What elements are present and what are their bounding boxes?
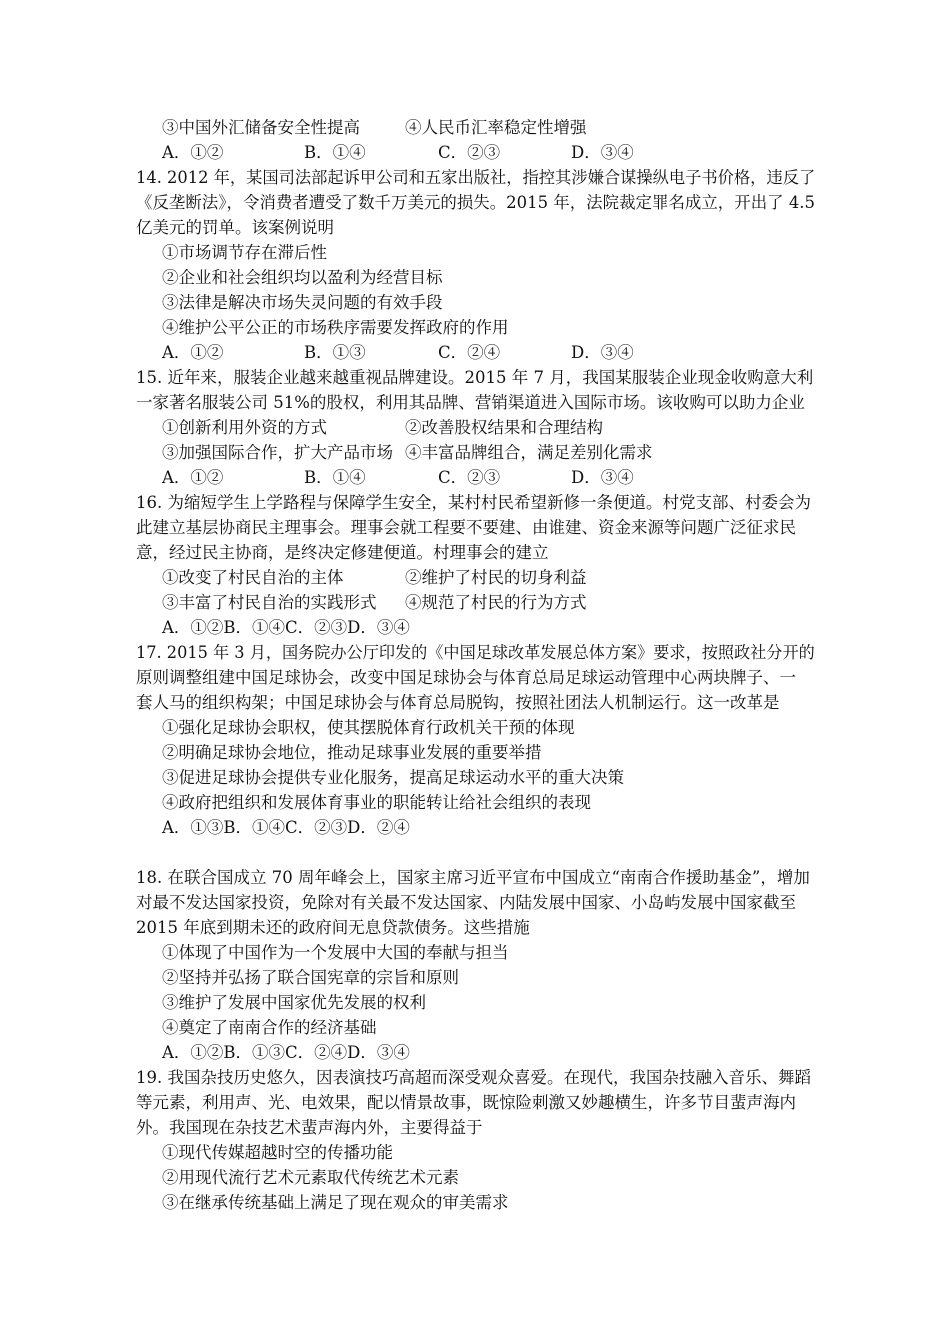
q13-stmt-3: ③中国外汇储备安全性提高 (162, 118, 360, 137)
q19-stem-line-1: 19. 我国杂技历史悠久，因表演技巧高超而深受观众喜爱。在现代，我国杂技融入音乐、舞蹈 (136, 1068, 811, 1087)
q17-stmt-4: ④政府把组织和发展体育事业的职能转让给社会组织的表现 (162, 793, 591, 812)
q13-option-d: D．③④ (571, 143, 634, 162)
q14-stmt-2: ②企业和社会组织均以盈利为经营目标 (162, 268, 443, 287)
q17-stem-line-3: 套人马的组织构架；中国足球协会与体育总局脱钩，按照社团法人机制运行。这一改革是 (136, 693, 780, 712)
q18-stem-line-2: 对最不发达国家投资，免除对有关最不发达国家、内陆发展中国家、小岛屿发展中国家截至 (136, 893, 796, 912)
q19-stem-line-3: 外。我国现在杂技艺术蜚声海内外，主要得益于 (136, 1118, 483, 1137)
q14-option-b: B．①③ (304, 343, 366, 362)
q14-stem-line-2: 《反垄断法》，令消费者遭受了数千万美元的损失。2015 年，法院裁定罪名成立，开出了 4.5 (136, 193, 816, 212)
q16-options: A．①②B．①④C．②③D．③④ (162, 618, 410, 637)
q18-stmt-2: ②坚持并弘扬了联合国宪章的宗旨和原则 (162, 968, 459, 987)
q14-stmt-4: ④维护公平公正的市场秩序需要发挥政府的作用 (162, 318, 509, 337)
q13-option-c: C．②③ (438, 143, 501, 162)
q16-stmt-4: ④规范了村民的行为方式 (405, 593, 587, 612)
q14-stmt-1: ①市场调节存在滞后性 (162, 243, 327, 262)
q17-stmt-3: ③促进足球协会提供专业化服务，提高足球运动水平的重大决策 (162, 768, 624, 787)
q17-stem-line-1: 17. 2015 年 3 月，国务院办公厅印发的《中国足球改革发展总体方案》要求，按照政社分开的 (136, 643, 815, 662)
q13-option-a: A．①② (162, 143, 224, 162)
q17-stem-line-2: 原则调整组建中国足球协会，改变中国足球协会与体育总局足球运动管理中心两块牌子、一 (136, 668, 796, 687)
q15-stmt-4: ④丰富品牌组合，满足差别化需求 (405, 443, 653, 462)
q14-option-c: C．②④ (438, 343, 501, 362)
q18-options: A．①②B．①③C．②④D．③④ (162, 1043, 410, 1062)
q13-option-b: B．①④ (304, 143, 366, 162)
q16-stmt-1: ①改变了村民自治的主体 (162, 568, 344, 587)
q14-stmt-3: ③法律是解决市场失灵问题的有效手段 (162, 293, 443, 312)
q14-stem-line-3: 亿美元的罚单。该案例说明 (136, 218, 334, 237)
q14-stem-line-1: 14. 2012 年，某国司法部起诉甲公司和五家出版社，指控其涉嫌合谋操纵电子书价格，违反了 (136, 168, 816, 187)
q13-stmt-4: ④人民币汇率稳定性增强 (405, 118, 587, 137)
q15-option-c: C．②③ (438, 468, 501, 487)
q15-option-b: B．①④ (304, 468, 366, 487)
q16-stem-line-3: 意，经过民主协商，是终决定修建便道。村理事会的建立 (136, 543, 549, 562)
q14-option-d: D．③④ (571, 343, 634, 362)
q19-stmt-3: ③在继承传统基础上满足了现在观众的审美需求 (162, 1193, 509, 1212)
q15-stmt-3: ③加强国际合作，扩大产品市场 (162, 443, 393, 462)
q15-stmt-1: ①创新利用外资的方式 (162, 418, 327, 437)
q18-stmt-3: ③维护了发展中国家优先发展的权利 (162, 993, 426, 1012)
q16-stem-line-1: 16. 为缩短学生上学路程与保障学生安全，某村村民希望新修一条便道。村党支部、村委会为 (136, 493, 811, 512)
q19-stmt-1: ①现代传媒超越时空的传播功能 (162, 1143, 393, 1162)
q15-stmt-2: ②改善股权结果和合理结构 (405, 418, 603, 437)
q19-stmt-2: ②用现代流行艺术元素取代传统艺术元素 (162, 1168, 459, 1187)
q14-option-a: A．①② (162, 343, 224, 362)
q18-stmt-4: ④奠定了南南合作的经济基础 (162, 1018, 377, 1037)
q15-option-d: D．③④ (571, 468, 634, 487)
q17-stmt-1: ①强化足球协会职权，使其摆脱体育行政机关干预的体现 (162, 718, 575, 737)
q15-stem-line-1: 15. 近年来，服装企业越来越重视品牌建设。2015 年 7 月，我国某服装企业现金收购意大利 (136, 368, 814, 387)
q18-stem-line-3: 2015 年底到期未还的政府间无息贷款债务。这些措施 (136, 918, 530, 937)
q17-stmt-2: ②明确足球协会地位，推动足球事业发展的重要举措 (162, 743, 542, 762)
q19-stem-line-2: 等元素，利用声、光、电效果，配以情景故事，既惊险刺激又妙趣横生，许多节目蜚声海内 (136, 1093, 796, 1112)
q16-stmt-3: ③丰富了村民自治的实践形式 (162, 593, 377, 612)
q15-stem-line-2: 一家著名服装公司 51%的股权，利用其品牌、营销渠道进入国际市场。该收购可以助力企业 (136, 393, 805, 412)
q17-options: A．①③B．①④C．②③D．②④ (162, 818, 410, 837)
q15-option-a: A．①② (162, 468, 224, 487)
q16-stmt-2: ②维护了村民的切身利益 (405, 568, 587, 587)
q18-stmt-1: ①体现了中国作为一个发展中大国的奉献与担当 (162, 943, 509, 962)
q18-stem-line-1: 18. 在联合国成立 70 周年峰会上，国家主席习近平宣布中国成立“南南合作援助基金”，增加 (136, 868, 810, 887)
q16-stem-line-2: 此建立基层协商民主理事会。理事会就工程要不要建、由谁建、资金来源等问题广泛征求民 (136, 518, 796, 537)
